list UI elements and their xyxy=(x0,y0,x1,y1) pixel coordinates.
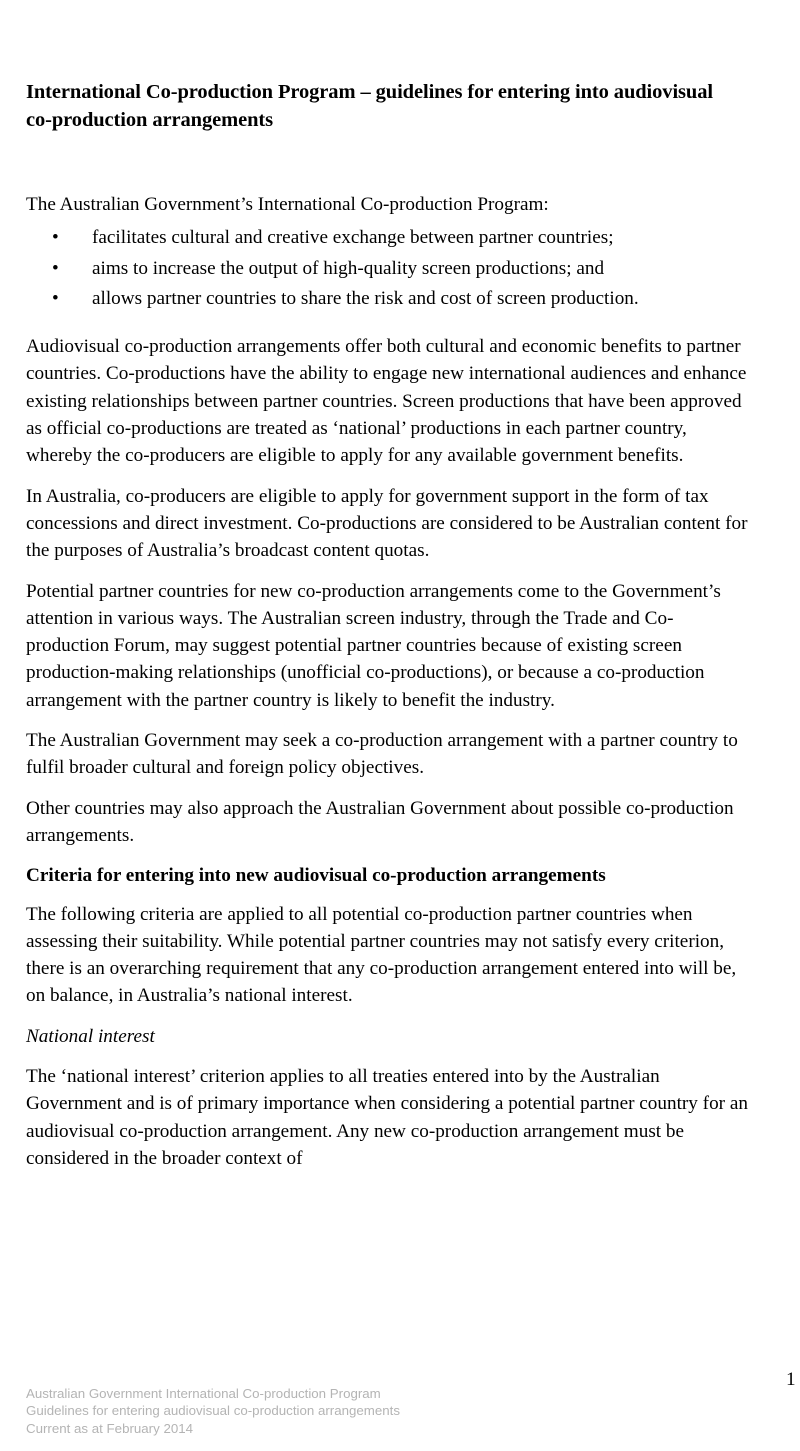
bullet-dot-icon: • xyxy=(52,227,59,249)
body-paragraph-australia-support: In Australia, co-producers are eligible to apply for government support in the form of tax concessions and direct investment. Co-productions are considered to be Australian content for the purposes of Australia’s broadcast content quotas. xyxy=(26,485,748,562)
bullet-dot-icon: • xyxy=(52,257,59,279)
body-paragraph-benefits: Audiovisual co-production arrangements offer both cultural and economic benefits to partner countries. Co-productions have the ability to engage new international audiences and enhance existing relationships between partner countries. Screen productions that have been approved as official co-productions are treated as ‘national’ productions in each partner country, whereby the co-producers are eligible to apply for any available government benefits. xyxy=(26,336,747,467)
spacer xyxy=(26,849,748,862)
title-spacer xyxy=(26,134,748,191)
body-paragraph-government-objectives: The Australian Government may seek a co-production arrangement with a partner country to fulfil broader cultural and foreign policy objectives. xyxy=(26,730,738,779)
intro-lead-paragraph: The Australian Government’s International Co-production Program: xyxy=(26,194,549,215)
list-item xyxy=(26,285,748,312)
spacer xyxy=(26,565,748,578)
document-content xyxy=(26,78,748,1172)
spacer xyxy=(26,890,748,901)
spacer xyxy=(26,1050,748,1063)
section-heading-criteria: Criteria for entering into new audiovisual co-production arrangements xyxy=(26,865,606,887)
body-paragraph-criteria-intro: The following criteria are applied to all potential co-production partner countries when assessing their suitability. While potential partner countries may not satisfy every criterion, there is an overarching requirement that any co-production arrangement entered into will be, on balance, in Australia’s national interest. xyxy=(26,903,737,1007)
footer-line-currency-date: Current as at February 2014 xyxy=(26,1420,194,1436)
body-paragraph-other-countries: Other countries may also approach the Australian Government about possible co-production arrangements. xyxy=(26,797,734,846)
page-title: International Co-production Program – guidelines for entering into audiovisual co-production arrangements xyxy=(26,81,713,131)
program-benefits-list xyxy=(26,224,748,312)
subsection-heading-national-interest: National interest xyxy=(26,1025,155,1047)
list-item-label: allows partner countries to share the risk and cost of screen production. xyxy=(92,287,639,309)
list-item-label: facilitates cultural and creative exchange between partner countries; xyxy=(92,227,614,249)
list-item-label: aims to increase the output of high-quality screen productions; and xyxy=(92,257,605,279)
footer-line-program: Australian Government International Co-production Program xyxy=(26,1386,381,1401)
spacer xyxy=(26,782,748,795)
page-footer xyxy=(26,1385,400,1437)
body-paragraph-national-interest: The ‘national interest’ criterion applies to all treaties entered into by the Australian Government and is of primary importance when considering a potential partner country for an audiovisual co-production arrangement. Any new co-production arrangement must be considered in the broader context of xyxy=(26,1066,748,1169)
bullet-dot-icon: • xyxy=(52,287,59,309)
body-paragraph-potential-partners: Potential partner countries for new co-production arrangements come to the Government’s attention in various ways. The Australian screen industry, through the Trade and Co-production Forum, may suggest potential partner countries because of existing screen production-making relationships (unofficial co-productions), or because a co-production arrangement with the partner country is likely to benefit the industry. xyxy=(26,580,721,711)
spacer xyxy=(26,714,748,727)
spacer xyxy=(26,470,748,483)
list-item xyxy=(26,255,748,282)
list-item xyxy=(26,224,748,251)
footer-line-guidelines: Guidelines for entering audiovisual co-production arrangements xyxy=(26,1403,401,1419)
page-number: 1 xyxy=(786,1369,796,1390)
spacer xyxy=(26,1010,748,1023)
spacer xyxy=(26,315,748,333)
